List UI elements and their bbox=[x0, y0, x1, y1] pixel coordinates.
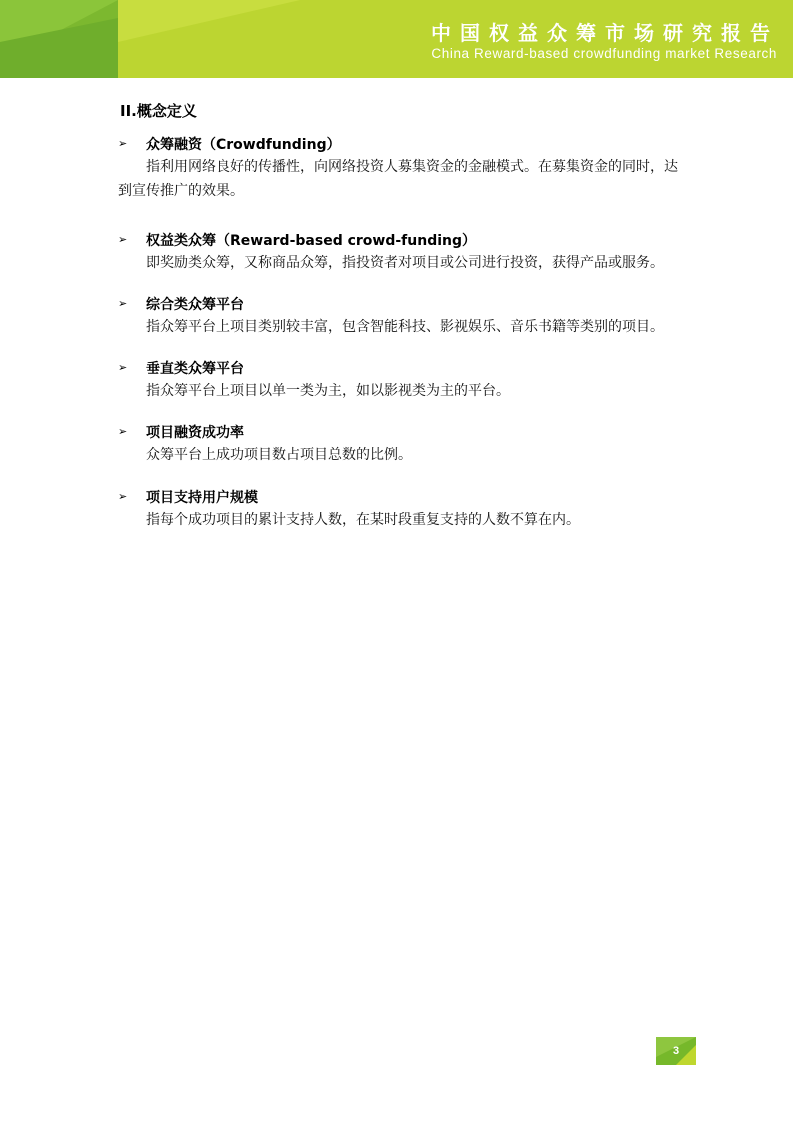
section-heading: II.概念定义 bbox=[120, 102, 197, 120]
definition-term: 项目融资成功率 bbox=[146, 425, 244, 441]
arrow-bullet-icon: ➢ bbox=[118, 137, 128, 150]
definition-term: 垂直类众筹平台 bbox=[146, 361, 244, 377]
report-title: 中国权益众筹市场研究报告 bbox=[431, 21, 779, 45]
definition-term: 项目支持用户规模 bbox=[146, 490, 258, 506]
definition-description: 即奖励类众筹，又称商品众筹，指投资者对项目或公司进行投资，获得产品或服务。 bbox=[146, 255, 664, 271]
definition-description: 指众筹平台上项目以单一类为主，如以影视类为主的平台。 bbox=[146, 383, 510, 399]
definition-term: 综合类众筹平台 bbox=[146, 297, 244, 313]
definition-item-success-rate bbox=[118, 421, 688, 467]
definition-description: 指利用网络良好的传播性，向网络投资人募集资金的金融模式。在募集资金的同时，达到宣传推广的效果。 bbox=[118, 159, 678, 199]
page-number-badge bbox=[656, 1037, 696, 1065]
definition-item-reward-crowdfunding bbox=[118, 229, 688, 275]
definition-item-vertical-platform bbox=[118, 357, 688, 403]
definition-term: 权益类众筹（Reward-based crowd-funding） bbox=[146, 233, 477, 249]
header-banner bbox=[0, 0, 793, 78]
definition-item-crowdfunding bbox=[118, 133, 688, 203]
definition-term: 众筹融资（Crowdfunding） bbox=[146, 137, 341, 153]
definition-description: 指每个成功项目的累计支持人数，在某时段重复支持的人数不算在内。 bbox=[146, 512, 580, 528]
page-number: 3 bbox=[672, 1045, 680, 1057]
arrow-bullet-icon: ➢ bbox=[118, 361, 128, 374]
definition-item-supporter-scale bbox=[118, 486, 688, 532]
definition-item-comprehensive-platform bbox=[118, 293, 688, 339]
definition-description: 众筹平台上成功项目数占项目总数的比例。 bbox=[146, 447, 412, 463]
report-subtitle: China Reward-based crowdfunding market Research bbox=[431, 46, 777, 61]
arrow-bullet-icon: ➢ bbox=[118, 490, 128, 503]
definition-description: 指众筹平台上项目类别较丰富，包含智能科技、影视娱乐、音乐书籍等类别的项目。 bbox=[146, 319, 664, 335]
arrow-bullet-icon: ➢ bbox=[118, 297, 128, 310]
arrow-bullet-icon: ➢ bbox=[118, 233, 128, 246]
arrow-bullet-icon: ➢ bbox=[118, 425, 128, 438]
